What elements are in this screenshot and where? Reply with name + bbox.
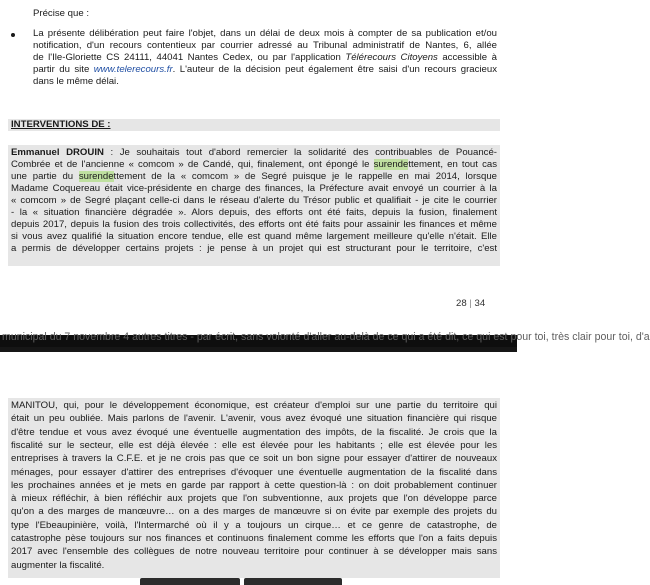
intervention-continued-line: à mieux réfléchir, à bien réfléchir aux projets que l'on subventionne, aux projets que l'on développe parce — [11, 493, 497, 505]
intervention-continued-line: les prochaines années et je mets en garde par rapport à cette question-là : on doit probablement continuer — [11, 479, 497, 491]
intervention-block — [8, 145, 500, 266]
intervention-line-5: « comcom » de Segré plaçant celle-ci dans le réseau d'alerte du Trésor public et qualifiait - je cite le courrier — [11, 195, 497, 206]
intervention-line-8: si vous avez qualifié la situation encore tendue, elle est quand même largement meilleure qu'elle n'était. Elle — [11, 231, 497, 242]
viewer-toolbar-tab[interactable] — [244, 578, 342, 585]
telerecours-app-name: Télérecours Citoyens — [345, 52, 438, 63]
intervention-line-1 — [11, 147, 497, 159]
bullet-line-2: notification, d'un recours contentieux par courrier adressé au Tribunal administratif de Nantes, 6, allée — [33, 40, 497, 51]
page-gap — [0, 331, 650, 352]
intervention-continued-line: entreprises à travers la C.F.E. et je ne crois pas que ce soit un bon signe pour essayer d'attirer de nouveaux — [11, 453, 497, 465]
bullet-dot-icon — [11, 33, 15, 37]
intervention-continued-line: d'être tendue et vous avez évoqué une éventuelle augmentation des impôts, de la fiscalité. Je crois que la — [11, 426, 497, 438]
bullet-line-3 — [33, 52, 497, 64]
intervention-continued-line: 2017 avec l'ensemble des collègues de notre nouveau territoire pour continuer à se développer mais sans — [11, 546, 497, 558]
intervention-line-4: Madame Coquereau était vice-présidente en charge des finances, la Préfecture avait envoyé un courrier à la — [11, 183, 497, 194]
intervention-continued-line: fiscalité sur le secteur, elle est déjà élevée : elle est élevée pour les habitants ; elle est élevée pour les — [11, 439, 497, 451]
intervention-line-3 — [11, 171, 497, 183]
bullet-line-4-tail: . L'auteur de la décision peut également être saisi d'un recours gracieux — [172, 64, 497, 75]
section-heading: INTERVENTIONS DE : — [8, 119, 500, 131]
intervention-continued-line: était un peu oubliée. Mais parlons de l'avenir. L'avenir, vous avez évoqué une situation financière qui risque — [11, 413, 497, 425]
intervention-continued-block — [8, 398, 500, 578]
intervention-line-7: depuis 2017, depuis la fusion des trois collectivités, des efforts ont été faits pour assainir les finances et même — [11, 219, 497, 230]
bullet-line-3-tail: accessible à — [437, 52, 497, 63]
intervention-line-2-tail: ttement, en tout cas — [408, 159, 497, 170]
bullet-line-3-text: de l'Ile-Gloriette CS 24111, 44041 Nantes Cedex, ou par l'application — [33, 52, 346, 63]
intervention-line-2-text: Combrée et de l'ancienne « comcom » de Candé, qui, finalement, ont épongé le — [11, 159, 374, 170]
intervention-line-9: a permis de développer certains projets : je pense à un projet qui est structurant pour le territoire, c'est — [11, 243, 497, 254]
intro-text: Précise que : — [33, 8, 89, 19]
document-page-28 — [0, 0, 517, 335]
intervention-continued-line: MANITOU, qui, pour le développement économique, est créateur d'emploi sur une partie du territoire qui — [11, 400, 497, 411]
bullet-line-4-text: partir du site — [33, 64, 94, 75]
intervention-line-6: - la « situation financière dégradée ». Alors depuis, des efforts ont été faits, depuis la fusion, finalement — [11, 207, 497, 218]
intervention-line-1-text: : Je souhaitais tout d'abord remercier la solidarité des contribuables de Pouancé- — [103, 147, 497, 158]
page-separator: | — [469, 298, 472, 309]
bullet-line-1: La présente délibération peut faire l'objet, dans un délai de deux mois à compter de sa publication et/ou — [33, 28, 497, 39]
intervention-continued-line: catastrophe pèse toujours sur nos finances et continuons finalement comme les efforts que l'on a faits depuis — [11, 533, 497, 544]
document-page-29 — [0, 352, 517, 585]
intervention-line-3-tail: ttement de la « comcom » de Segré puisque je le rappelle en mai 2014, lorsque — [113, 171, 497, 182]
page-total: 34 — [474, 298, 486, 309]
telerecours-link[interactable]: www.telerecours.fr — [93, 64, 173, 75]
bullet-line-4 — [33, 64, 497, 76]
intervention-continued-line: augmenter la fiscalité. — [11, 559, 105, 571]
intervention-line-2 — [11, 159, 497, 171]
intervention-continued-line: type l'Ebeaupinière, voilà, l'Intermarché où il y a toujours un cirque… et ce genre de catastrophe, de — [11, 519, 497, 531]
search-highlight: surende — [78, 171, 114, 182]
search-highlight: surende — [373, 159, 409, 170]
next-page-bleed-text: municipal du 7 novembre 4 autres titres - par écrit, sans volonté d'aller au-delà de ce qui a été dit, ce qui est pour toi, très clair pour toi, d'a — [2, 331, 650, 343]
speaker-name: Emmanuel DROUIN — [11, 147, 104, 158]
intervention-line-3-text: une partie du — [11, 171, 79, 182]
intervention-continued-line: qu'on a des marges de manœuvre… on a des marges de manœuvre si on évite par exemple des projets du — [11, 506, 497, 518]
intervention-continued-line: ménages, pour essayer d'attirer des entreprises d'évoquer une éventuelle augmentation de la fiscalité dans — [11, 466, 497, 478]
viewer-toolbar-tab[interactable] — [140, 578, 240, 585]
bullet-line-5: dans le même délai. — [33, 76, 119, 87]
page-current: 28 — [456, 298, 467, 309]
page-number — [456, 298, 485, 309]
